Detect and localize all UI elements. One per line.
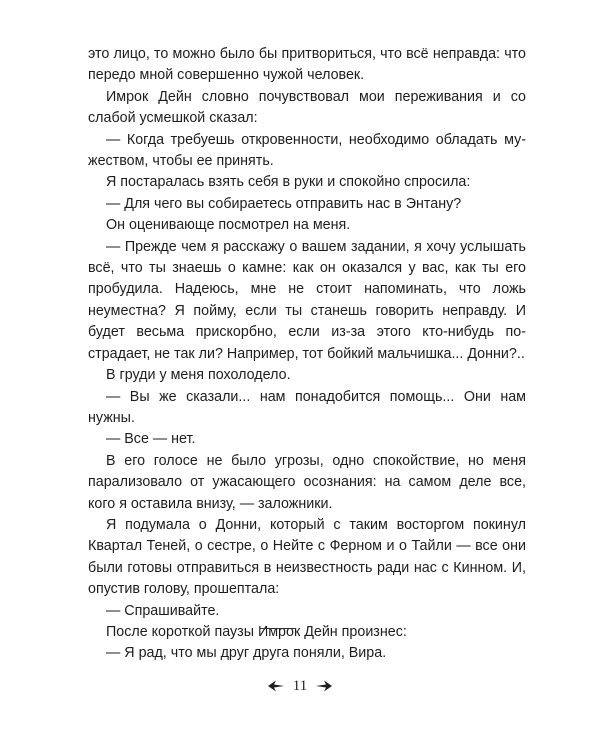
paragraph: это лицо, то можно было бы притвориться, что всё неправда: что передо мной совершенно чужой человек. xyxy=(88,46,526,84)
page-number: 11 xyxy=(292,678,308,695)
paragraph: — Все — нет. xyxy=(106,431,196,448)
page-folio xyxy=(0,676,600,695)
section-separator-line xyxy=(260,628,296,629)
paragraph: Он оценивающе посмотрел на меня. xyxy=(106,217,351,234)
paragraph: — Вы же сказали... нам понадобится помощь... Они нам нужны. xyxy=(88,388,526,426)
body-text xyxy=(88,44,526,665)
paragraph: — Прежде чем я расскажу о вашем задании, я хочу услышать всё, что ты знаешь о камне: как он оказался у вас, как ты его пробудила. Надеюсь, мне не стоит напоминать, что ложь неуместна? Я пойму, если ты станешь говорить неправду. И будет весьма прискорбно, если из-за этого кто-нибудь пострадает, не так ли? Например, тот бойкий мальчишка... Донни?.. xyxy=(88,238,526,362)
paragraph: В его голосе не было угрозы, одно спокойствие, но меня парализовало от ужасающего осознания: на самом деле все, кого я оставила внизу, — заложники. xyxy=(88,452,526,512)
paragraph: Имрок Дейн словно почувствовал мои переживания и со слабой усмешкой сказал: xyxy=(88,88,526,127)
paragraph: Я подумала о Донни, который с таким восторгом покинул Квартал Теней, о сестре, о Нейте с Ферном и о Тайли — все они были готовы отправиться в неизвестность ради нас с Кинном. И, опустив голову, прошептала: xyxy=(88,516,526,598)
paragraph: Я постаралась взять себя в руки и спокойно спросила: xyxy=(106,174,471,191)
paragraph: — Я рад, что мы друг друга поняли, Вира. xyxy=(106,645,387,662)
paragraph: В груди у меня похолодело. xyxy=(106,367,291,384)
paragraph: После короткой паузы Имрок Дейн произнес: xyxy=(106,623,407,640)
paragraph: — Спрашивайте. xyxy=(106,602,220,619)
arrow-ornament-left-icon xyxy=(267,679,285,693)
paragraph: — Для чего вы собираетесь отправить нас в Энтану? xyxy=(106,195,462,212)
paragraph: — Когда требуешь откровенности, необходимо обладать мужеством, чтобы ее принять. xyxy=(88,131,526,170)
arrow-ornament-right-icon xyxy=(315,679,333,693)
